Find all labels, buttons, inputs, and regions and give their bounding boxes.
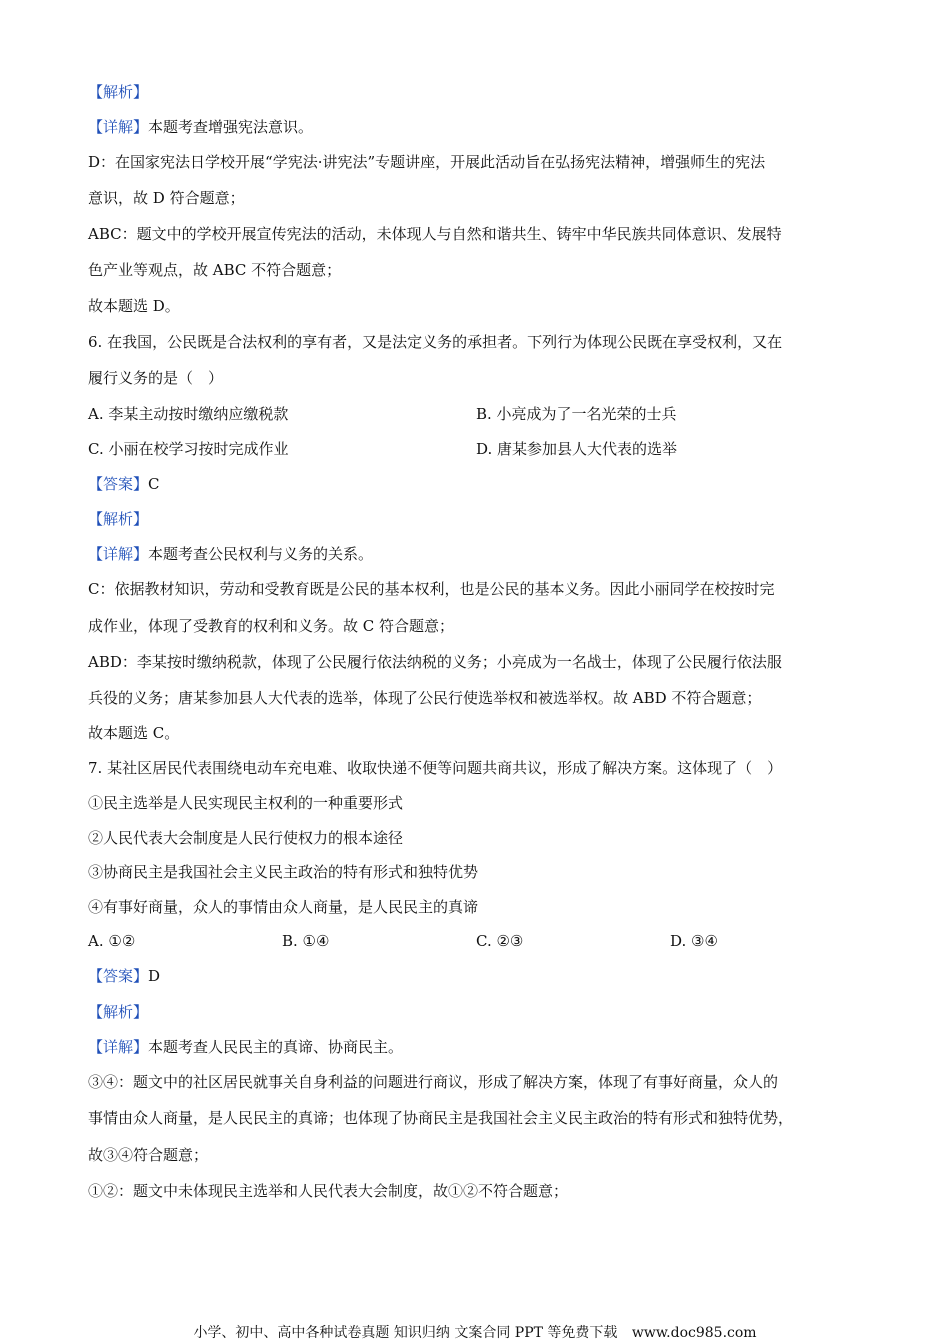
analysis-heading	[88, 82, 148, 102]
detail-line	[88, 544, 373, 564]
paragraph-line: 事情由众人商量，是人民民主的真谛；也体现了协商民主是我国社会主义民主政治的特有形式和独特优势，	[88, 1109, 794, 1127]
question-7-option-b: B. ①④	[282, 932, 330, 950]
question-7-statement: ④有事好商量，众人的事情由众人商量，是人民民主的真谛	[88, 898, 479, 916]
paragraph-line: 意识，故 D 符合题意；	[88, 189, 245, 207]
analysis-heading	[88, 1002, 148, 1022]
detail-line	[88, 1037, 403, 1057]
analysis-heading	[88, 509, 148, 529]
question-6-option-c: C. 小丽在校学习按时完成作业	[88, 440, 289, 458]
paragraph-line: 故本题选 C。	[88, 724, 180, 742]
paragraph-line: C：依据教材知识，劳动和受教育既是公民的基本权利，也是公民的基本义务。因此小丽同学在校按时完	[88, 580, 775, 598]
detail-tag: 【详解】	[88, 118, 149, 136]
answer-value: D	[148, 967, 161, 985]
analysis-tag: 【解析】	[88, 510, 149, 528]
question-7-stem: 7. 某社区居民代表围绕电动车充电难、收取快递不便等问题共商共议，形成了解决方案。这体现了（ ）	[88, 759, 783, 777]
detail-tag: 【详解】	[88, 1038, 149, 1056]
paragraph-line: D：在国家宪法日学校开展“学宪法·讲宪法”专题讲座，开展此活动旨在弘扬宪法精神，增强师生的宪法	[88, 153, 766, 171]
footer-text: 小学、初中、高中各种试卷真题 知识归纳 文案合同 PPT 等免费下载	[193, 1325, 618, 1341]
answer-line	[88, 966, 160, 986]
detail-text: 本题考查人民民主的真谛、协商民主。	[148, 1038, 404, 1056]
question-7-option-c: C. ②③	[476, 932, 524, 950]
question-6-stem: 6. 在我国，公民既是合法权利的享有者，又是法定义务的承担者。下列行为体现公民既在享受权利，又在	[88, 333, 783, 351]
detail-text: 本题考查公民权利与义务的关系。	[148, 545, 374, 563]
detail-text: 本题考查增强宪法意识。	[148, 118, 314, 136]
answer-tag: 【答案】	[88, 475, 149, 493]
paragraph-line: 故本题选 D。	[88, 297, 180, 315]
question-6-stem: 履行义务的是（ ）	[88, 369, 224, 387]
paragraph-line: 色产业等观点，故 ABC 不符合题意；	[88, 261, 342, 279]
paragraph-line: ABC：题文中的学校开展宣传宪法的活动，未体现人与自然和谐共生、铸牢中华民族共同体意识、发展特	[88, 225, 782, 243]
question-6-option-a: A. 李某主动按时缴纳应缴税款	[88, 405, 289, 423]
page-footer	[0, 1322, 950, 1342]
question-7-option-a: A. ①②	[88, 932, 136, 950]
paragraph-line: ①②：题文中未体现民主选举和人民代表大会制度，故①②不符合题意；	[88, 1182, 569, 1200]
detail-line	[88, 117, 313, 137]
answer-line	[88, 474, 160, 494]
question-7-option-d: D. ③④	[670, 932, 718, 950]
answer-value: C	[148, 475, 160, 493]
question-6-option-d: D. 唐某参加县人大代表的选举	[476, 440, 678, 458]
question-7-statement: ①民主选举是人民实现民主权利的一种重要形式	[88, 794, 404, 812]
analysis-tag: 【解析】	[88, 1003, 149, 1021]
paragraph-line: 成作业，体现了受教育的权利和义务。故 C 符合题意；	[88, 617, 455, 635]
analysis-tag: 【解析】	[88, 83, 149, 101]
footer-link[interactable]: www.doc985.com	[631, 1325, 757, 1341]
paragraph-line: 兵役的义务；唐某参加县人大代表的选举，体现了公民行使选举权和被选举权。故 ABD 不符合题意；	[88, 689, 762, 707]
paragraph-line: ABD：李某按时缴纳税款，体现了公民履行依法纳税的义务；小亮成为一名战士，体现了公民履行依法服	[88, 653, 782, 671]
paragraph-line: ③④：题文中的社区居民就事关自身利益的问题进行商议，形成了解决方案，体现了有事好商量，众人的	[88, 1073, 779, 1091]
answer-tag: 【答案】	[88, 967, 149, 985]
question-7-statement: ③协商民主是我国社会主义民主政治的特有形式和独特优势	[88, 863, 479, 881]
question-6-option-b: B. 小亮成为了一名光荣的士兵	[476, 405, 677, 423]
detail-tag: 【详解】	[88, 545, 149, 563]
paragraph-line: 故③④符合题意；	[88, 1146, 209, 1164]
question-7-statement: ②人民代表大会制度是人民行使权力的根本途径	[88, 829, 404, 847]
